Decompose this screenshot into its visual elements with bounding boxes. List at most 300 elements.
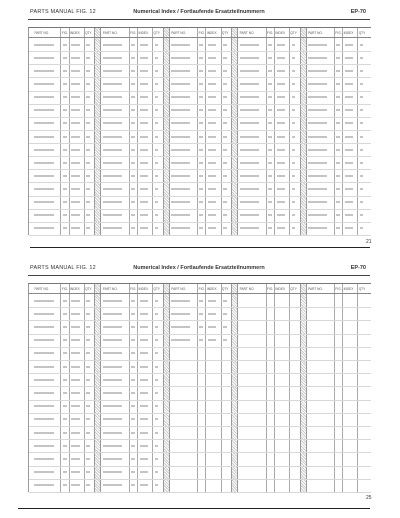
cell-smudge [71, 122, 79, 124]
cell-smudge [86, 366, 89, 368]
row-divider [29, 104, 371, 105]
manual-title: PARTS MANUAL FIG. 12 [30, 265, 96, 271]
cell-smudge [34, 418, 53, 420]
cell-smudge [131, 175, 135, 177]
page-header [28, 7, 370, 18]
column-header-index: INDEX [138, 31, 149, 35]
cell-smudge [292, 83, 295, 85]
cell-smudge [140, 83, 148, 85]
cell-smudge [63, 445, 67, 447]
column-divider [137, 28, 138, 235]
cell-smudge [140, 418, 148, 420]
cell-smudge [103, 326, 122, 328]
column-header-part-no: PART NO. [171, 287, 186, 291]
cell-smudge [277, 57, 285, 59]
cell-smudge [345, 70, 353, 72]
cell-smudge [86, 201, 89, 203]
cell-smudge [208, 326, 216, 328]
cell-smudge [223, 57, 226, 59]
cell-smudge [345, 175, 353, 177]
cell-smudge [308, 149, 327, 151]
cell-smudge [171, 136, 190, 138]
cell-smudge [71, 313, 79, 315]
cell-smudge [140, 392, 148, 394]
row-divider [29, 130, 371, 131]
cell-smudge [171, 175, 190, 177]
cell-smudge [86, 214, 89, 216]
column-divider [342, 284, 343, 492]
cell-smudge [71, 44, 79, 46]
cell-smudge [103, 445, 122, 447]
cell-smudge [292, 122, 295, 124]
column-header-qty: QTY [85, 287, 92, 291]
column-divider [163, 284, 170, 492]
cell-smudge [131, 201, 135, 203]
cell-smudge [199, 149, 203, 151]
cell-smudge [240, 227, 259, 229]
cell-smudge [268, 96, 272, 98]
cell-smudge [140, 405, 148, 407]
cell-smudge [171, 57, 190, 59]
cell-smudge [103, 366, 122, 368]
cell-smudge [345, 122, 353, 124]
model-code: EP-70 [350, 265, 366, 271]
cell-smudge [268, 188, 272, 190]
cell-smudge [34, 405, 53, 407]
cell-smudge [140, 445, 148, 447]
cell-smudge [292, 175, 295, 177]
column-divider [60, 28, 61, 235]
cell-smudge [86, 471, 89, 473]
cell-smudge [345, 162, 353, 164]
cell-smudge [292, 214, 295, 216]
cell-smudge [268, 149, 272, 151]
cell-smudge [140, 44, 148, 46]
column-divider [94, 28, 101, 235]
cell-smudge [208, 44, 216, 46]
cell-smudge [140, 227, 148, 229]
cell-smudge [223, 83, 226, 85]
cell-smudge [103, 227, 122, 229]
row-divider [29, 439, 371, 440]
cell-smudge [140, 70, 148, 72]
cell-smudge [131, 109, 135, 111]
cell-smudge [308, 162, 327, 164]
cell-smudge [63, 313, 67, 315]
cell-smudge [223, 300, 226, 302]
cell-smudge [208, 57, 216, 59]
column-header-index: INDEX [206, 31, 217, 35]
cell-smudge [131, 326, 135, 328]
column-header-fig: FIG. [198, 287, 205, 291]
column-divider [129, 28, 130, 235]
cell-smudge [223, 201, 226, 203]
column-divider [300, 28, 307, 235]
cell-smudge [86, 57, 89, 59]
column-divider [94, 284, 101, 492]
column-header-qty: QTY [290, 31, 297, 35]
cell-smudge [103, 109, 122, 111]
cell-smudge [63, 175, 67, 177]
column-header-qty: QTY [358, 31, 366, 35]
cell-smudge [155, 57, 158, 59]
cell-smudge [140, 366, 148, 368]
row-divider [29, 64, 371, 65]
cell-smudge [71, 445, 79, 447]
cell-smudge [103, 471, 122, 473]
cell-smudge [268, 214, 272, 216]
cell-smudge [86, 122, 89, 124]
footer-rule [30, 247, 370, 248]
cell-smudge [155, 162, 158, 164]
cell-smudge [71, 201, 79, 203]
column-divider [231, 284, 238, 492]
cell-smudge [223, 122, 226, 124]
cell-smudge [240, 44, 259, 46]
column-header-part-no: PART NO. [34, 31, 50, 35]
cell-smudge [199, 188, 203, 190]
cell-smudge [268, 162, 272, 164]
cell-smudge [240, 96, 259, 98]
row-divider [29, 169, 371, 170]
cell-smudge [268, 136, 272, 138]
cell-smudge [208, 136, 216, 138]
cell-smudge [155, 418, 158, 420]
column-header-fig: FIG. [130, 287, 137, 291]
cell-smudge [208, 201, 216, 203]
cell-smudge [155, 339, 158, 341]
cell-smudge [268, 44, 272, 46]
column-divider [334, 28, 335, 235]
cell-smudge [131, 136, 135, 138]
cell-smudge [71, 379, 79, 381]
cell-smudge [308, 214, 327, 216]
cell-smudge [240, 83, 259, 85]
cell-smudge [131, 162, 135, 164]
column-divider [152, 284, 153, 492]
column-header-part-no: PART NO. [239, 287, 255, 291]
column-divider [266, 28, 267, 235]
row-divider [29, 156, 371, 157]
column-divider [221, 284, 222, 492]
cell-smudge [155, 484, 158, 486]
cell-smudge [71, 471, 79, 473]
cell-smudge [360, 149, 363, 151]
cell-smudge [292, 109, 295, 111]
cell-smudge [199, 162, 203, 164]
cell-smudge [34, 445, 53, 447]
cell-smudge [155, 44, 158, 46]
table-grid [29, 284, 371, 492]
cell-smudge [86, 162, 89, 164]
cell-smudge [360, 201, 363, 203]
cell-smudge [336, 175, 340, 177]
cell-smudge [336, 109, 340, 111]
cell-smudge [308, 188, 327, 190]
cell-smudge [86, 313, 89, 315]
column-header-qty: QTY [153, 287, 161, 291]
cell-smudge [140, 471, 148, 473]
cell-smudge [268, 201, 272, 203]
index-title: Numerical Index / Fortlaufende Ersatzteilnummern [133, 9, 265, 15]
cell-smudge [208, 149, 216, 151]
column-divider [84, 284, 85, 492]
column-header-fig: FIG. [130, 31, 137, 35]
cell-smudge [34, 149, 53, 151]
row-divider [29, 91, 371, 92]
cell-smudge [360, 214, 363, 216]
column-divider [357, 28, 358, 235]
cell-smudge [34, 379, 53, 381]
cell-smudge [345, 57, 353, 59]
cell-smudge [155, 83, 158, 85]
cell-smudge [208, 70, 216, 72]
row-divider [29, 334, 371, 335]
cell-smudge [155, 109, 158, 111]
cell-smudge [277, 44, 285, 46]
footer-rule [18, 508, 370, 509]
cell-smudge [199, 109, 203, 111]
cell-smudge [34, 83, 53, 85]
cell-smudge [308, 44, 327, 46]
cell-smudge [208, 83, 216, 85]
cell-smudge [103, 149, 122, 151]
cell-smudge [131, 214, 135, 216]
cell-smudge [277, 122, 285, 124]
cell-smudge [131, 122, 135, 124]
table-header [29, 28, 371, 38]
cell-smudge [103, 352, 122, 354]
cell-smudge [240, 175, 259, 177]
cell-smudge [86, 136, 89, 138]
cell-smudge [208, 214, 216, 216]
column-divider [221, 28, 222, 235]
cell-smudge [34, 352, 53, 354]
cell-smudge [71, 96, 79, 98]
row-divider [29, 386, 371, 387]
cell-smudge [336, 122, 340, 124]
cell-smudge [345, 149, 353, 151]
model-code: EP-70 [350, 9, 366, 15]
cell-smudge [140, 122, 148, 124]
cell-smudge [171, 326, 190, 328]
cell-smudge [140, 432, 148, 434]
cell-smudge [208, 175, 216, 177]
cell-smudge [171, 149, 190, 151]
cell-smudge [199, 326, 203, 328]
cell-smudge [155, 214, 158, 216]
cell-smudge [140, 326, 148, 328]
cell-smudge [240, 188, 259, 190]
cell-smudge [277, 149, 285, 151]
cell-smudge [131, 149, 135, 151]
cell-smudge [103, 44, 122, 46]
cell-smudge [103, 162, 122, 164]
cell-smudge [345, 83, 353, 85]
cell-smudge [336, 188, 340, 190]
cell-smudge [240, 149, 259, 151]
row-divider [29, 182, 371, 183]
cell-smudge [336, 44, 340, 46]
cell-smudge [131, 96, 135, 98]
cell-smudge [155, 136, 158, 138]
cell-smudge [171, 83, 190, 85]
cell-smudge [103, 405, 122, 407]
cell-smudge [268, 175, 272, 177]
cell-smudge [199, 300, 203, 302]
row-divider [29, 426, 371, 427]
cell-smudge [155, 96, 158, 98]
cell-smudge [360, 188, 363, 190]
cell-smudge [208, 313, 216, 315]
column-header-index: INDEX [70, 287, 80, 291]
column-divider [342, 28, 343, 235]
cell-smudge [223, 136, 226, 138]
column-header-fig: FIG. [335, 287, 342, 291]
cell-smudge [268, 227, 272, 229]
cell-smudge [292, 96, 295, 98]
cell-smudge [223, 70, 226, 72]
cell-smudge [140, 484, 148, 486]
cell-smudge [71, 458, 79, 460]
cell-smudge [155, 326, 158, 328]
cell-smudge [171, 300, 190, 302]
column-divider [197, 28, 198, 235]
cell-smudge [345, 136, 353, 138]
cell-smudge [308, 201, 327, 203]
column-divider [300, 284, 307, 492]
cell-smudge [71, 352, 79, 354]
cell-smudge [63, 352, 67, 354]
cell-smudge [199, 44, 203, 46]
cell-smudge [86, 418, 89, 420]
cell-smudge [63, 339, 67, 341]
cell-smudge [292, 162, 295, 164]
cell-smudge [308, 122, 327, 124]
cell-smudge [131, 339, 135, 341]
column-header-fig: FIG. [335, 31, 342, 35]
cell-smudge [199, 175, 203, 177]
cell-smudge [103, 339, 122, 341]
cell-smudge [140, 339, 148, 341]
cell-smudge [199, 96, 203, 98]
cell-smudge [345, 96, 353, 98]
cell-smudge [336, 162, 340, 164]
cell-smudge [308, 96, 327, 98]
cell-smudge [63, 188, 67, 190]
cell-smudge [199, 227, 203, 229]
cell-smudge [199, 83, 203, 85]
cell-smudge [63, 405, 67, 407]
row-divider [29, 235, 371, 236]
cell-smudge [34, 432, 53, 434]
column-divider [197, 284, 198, 492]
column-header-fig: FIG. [267, 287, 274, 291]
cell-smudge [171, 96, 190, 98]
cell-smudge [131, 366, 135, 368]
cell-smudge [86, 458, 89, 460]
cell-smudge [131, 352, 135, 354]
cell-smudge [155, 188, 158, 190]
cell-smudge [223, 149, 226, 151]
cell-smudge [277, 188, 285, 190]
cell-smudge [34, 175, 53, 177]
cell-smudge [199, 214, 203, 216]
cell-smudge [171, 109, 190, 111]
cell-smudge [71, 149, 79, 151]
cell-smudge [63, 227, 67, 229]
cell-smudge [71, 162, 79, 164]
cell-smudge [336, 70, 340, 72]
cell-smudge [308, 136, 327, 138]
cell-smudge [131, 188, 135, 190]
cell-smudge [336, 227, 340, 229]
parts-index-table [28, 283, 371, 492]
column-divider [274, 284, 275, 492]
cell-smudge [199, 136, 203, 138]
cell-smudge [140, 188, 148, 190]
row-divider [29, 307, 371, 308]
cell-smudge [208, 96, 216, 98]
column-divider [205, 28, 206, 235]
cell-smudge [336, 83, 340, 85]
cell-smudge [63, 458, 67, 460]
cell-smudge [86, 70, 89, 72]
cell-smudge [63, 149, 67, 151]
cell-smudge [103, 313, 122, 315]
cell-smudge [131, 44, 135, 46]
cell-smudge [336, 214, 340, 216]
cell-smudge [86, 83, 89, 85]
cell-smudge [223, 188, 226, 190]
cell-smudge [345, 214, 353, 216]
column-header-fig: FIG. [61, 31, 69, 35]
cell-smudge [71, 405, 79, 407]
row-divider [29, 222, 371, 223]
cell-smudge [103, 379, 122, 381]
cell-smudge [240, 201, 259, 203]
cell-smudge [171, 44, 190, 46]
cell-smudge [171, 339, 190, 341]
cell-smudge [345, 201, 353, 203]
row-divider [29, 209, 371, 210]
cell-smudge [336, 57, 340, 59]
cell-smudge [140, 96, 148, 98]
cell-smudge [103, 122, 122, 124]
cell-smudge [308, 83, 327, 85]
row-divider [29, 360, 371, 361]
column-divider [69, 28, 70, 235]
cell-smudge [336, 136, 340, 138]
cell-smudge [292, 188, 295, 190]
cell-smudge [360, 162, 363, 164]
cell-smudge [131, 445, 135, 447]
cell-smudge [86, 379, 89, 381]
cell-smudge [155, 405, 158, 407]
cell-smudge [63, 366, 67, 368]
cell-smudge [360, 83, 363, 85]
header-rule [28, 275, 370, 276]
cell-smudge [155, 379, 158, 381]
cell-smudge [86, 405, 89, 407]
column-header-part-no: PART NO. [308, 31, 323, 35]
cell-smudge [131, 405, 135, 407]
cell-smudge [155, 300, 158, 302]
cell-smudge [131, 313, 135, 315]
row-divider [29, 77, 371, 78]
column-header-qty: QTY [221, 287, 229, 291]
cell-smudge [336, 149, 340, 151]
